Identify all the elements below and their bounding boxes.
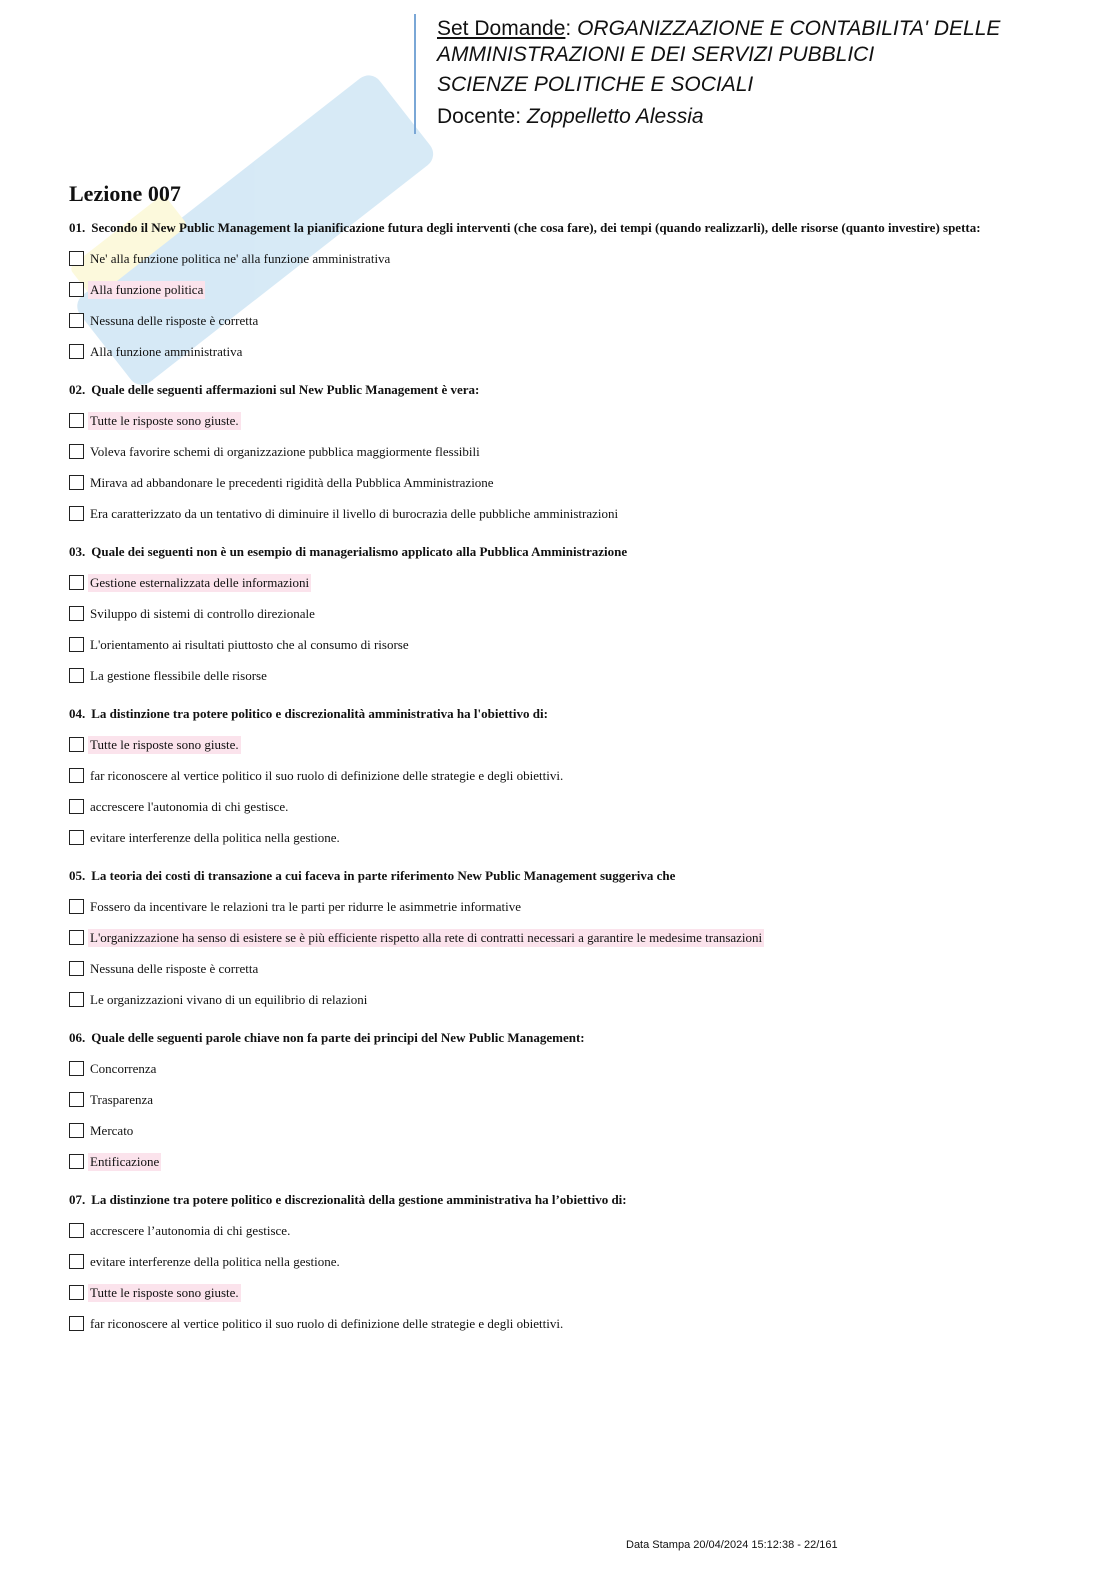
answer-label: Ne' alla funzione politica ne' alla funzione amministrativa — [90, 250, 391, 266]
question-number: 06. — [69, 1030, 86, 1045]
answer-label: evitare interferenze della politica nella gestione. — [90, 1253, 340, 1269]
answer-checkbox[interactable] — [69, 313, 84, 328]
answer-checkbox[interactable] — [69, 1092, 84, 1107]
answer-checkbox[interactable] — [69, 899, 84, 914]
lesson-title: Lezione 007 — [69, 181, 181, 206]
answer-label: far riconoscere al vertice politico il suo ruolo di definizione delle strategie e degli obiettivi. — [90, 1315, 564, 1331]
question-prompt: Quale delle seguenti affermazioni sul New Public Management è vera: — [91, 382, 480, 397]
question-text — [69, 868, 1029, 883]
question-block — [69, 1030, 1029, 1177]
answer-label: accrescere l'autonomia di chi gestisce. — [90, 798, 289, 814]
answer-option[interactable] — [69, 1084, 1029, 1115]
answer-option[interactable] — [69, 305, 1029, 336]
answer-label: Nessuna delle risposte è corretta — [90, 312, 259, 328]
answer-checkbox[interactable] — [69, 575, 84, 590]
answer-option[interactable] — [69, 243, 1029, 274]
question-block — [69, 220, 1029, 367]
answer-checkbox[interactable] — [69, 1123, 84, 1138]
answer-option-correct[interactable] — [69, 274, 1029, 305]
answer-label: L'orientamento ai risultati piuttosto che al consumo di risorse — [90, 636, 409, 652]
answer-option-correct[interactable] — [69, 729, 1029, 760]
question-prompt: La distinzione tra potere politico e discrezionalità amministrativa ha l'obiettivo di: — [91, 706, 548, 721]
answer-checkbox[interactable] — [69, 1285, 84, 1300]
answer-option[interactable] — [69, 436, 1029, 467]
answer-option[interactable] — [69, 1215, 1029, 1246]
answer-checkbox[interactable] — [69, 444, 84, 459]
question-block — [69, 868, 1029, 1015]
answer-label: Sviluppo di sistemi di controllo direzionale — [90, 605, 315, 621]
course-title-line2: AMMINISTRAZIONI E DEI SERVIZI PUBBLICI — [437, 43, 875, 66]
question-number: 05. — [69, 868, 86, 883]
answer-checkbox[interactable] — [69, 251, 84, 266]
answer-option[interactable] — [69, 629, 1029, 660]
answer-option[interactable] — [69, 598, 1029, 629]
answer-checkbox[interactable] — [69, 1316, 84, 1331]
answer-label: Trasparenza — [90, 1091, 154, 1107]
answer-label: evitare interferenze della politica nella gestione. — [90, 829, 340, 845]
answer-label: Tutte le risposte sono giuste. — [90, 736, 239, 752]
answer-checkbox[interactable] — [69, 1254, 84, 1269]
answer-option[interactable] — [69, 891, 1029, 922]
answer-label: Voleva favorire schemi di organizzazione pubblica maggiormente flessibili — [90, 443, 480, 459]
question-number: 01. — [69, 220, 86, 235]
answer-option-correct[interactable] — [69, 405, 1029, 436]
answer-checkbox[interactable] — [69, 506, 84, 521]
answer-label: Mercato — [90, 1122, 134, 1138]
answer-option[interactable] — [69, 984, 1029, 1015]
answer-label: Alla funzione politica — [90, 281, 204, 297]
question-list — [69, 220, 1029, 1354]
teacher-label: Docente: — [437, 105, 522, 128]
answer-option[interactable] — [69, 791, 1029, 822]
answer-option[interactable] — [69, 760, 1029, 791]
document-header: Set Domande: ORGANIZZAZIONE E CONTABILITA' DELLE AMMINISTRAZIONI E DEI SERVIZI PUBBLICI SCIENZE POLITICHE E SOCIALI Docente: Zoppelletto Alessia — [437, 16, 1097, 130]
question-text — [69, 1192, 1029, 1207]
answer-checkbox[interactable] — [69, 1154, 84, 1169]
answer-checkbox[interactable] — [69, 737, 84, 752]
question-prompt: Quale delle seguenti parole chiave non fa parte dei principi del New Public Management: — [91, 1030, 585, 1045]
answer-checkbox[interactable] — [69, 282, 84, 297]
teacher-name: Zoppelletto Alessia — [526, 105, 704, 128]
question-number: 07. — [69, 1192, 86, 1207]
answer-checkbox[interactable] — [69, 961, 84, 976]
print-footer: Data Stampa 20/04/2024 15:12:38 - 22/161 — [626, 1539, 838, 1551]
answer-option-correct[interactable] — [69, 1277, 1029, 1308]
answer-label: Nessuna delle risposte è corretta — [90, 960, 259, 976]
question-prompt: Quale dei seguenti non è un esempio di managerialismo applicato alla Pubblica Amministrazione — [91, 544, 628, 559]
answer-checkbox[interactable] — [69, 1061, 84, 1076]
answer-checkbox[interactable] — [69, 637, 84, 652]
answer-label: L'organizzazione ha senso di esistere se è più efficiente rispetto alla rete di contratti necessari a garantire le medesime transazioni — [90, 929, 763, 945]
question-text — [69, 544, 1029, 559]
answer-option[interactable] — [69, 660, 1029, 691]
answer-checkbox[interactable] — [69, 992, 84, 1007]
answer-checkbox[interactable] — [69, 1223, 84, 1238]
question-block — [69, 544, 1029, 691]
question-prompt: La distinzione tra potere politico e discrezionalità della gestione amministrativa ha l’obiettivo di: — [91, 1192, 627, 1207]
question-text — [69, 382, 1029, 397]
faculty-name: SCIENZE POLITICHE E SOCIALI — [437, 73, 754, 96]
answer-option[interactable] — [69, 467, 1029, 498]
answer-label: Concorrenza — [90, 1060, 157, 1076]
answer-option[interactable] — [69, 1308, 1029, 1339]
answer-checkbox[interactable] — [69, 668, 84, 683]
answer-label: far riconoscere al vertice politico il suo ruolo di definizione delle strategie e degli obiettivi. — [90, 767, 564, 783]
answer-option[interactable] — [69, 336, 1029, 367]
question-number: 04. — [69, 706, 86, 721]
answer-option[interactable] — [69, 1246, 1029, 1277]
question-number: 02. — [69, 382, 86, 397]
answer-label: Era caratterizzato da un tentativo di diminuire il livello di burocrazia delle pubbliche amministrazioni — [90, 505, 619, 521]
header-divider — [414, 14, 416, 134]
answer-label: accrescere l’autonomia di chi gestisce. — [90, 1222, 291, 1238]
answer-label: Mirava ad abbandonare le precedenti rigidità della Pubblica Amministrazione — [90, 474, 494, 490]
answer-option[interactable] — [69, 1053, 1029, 1084]
answer-checkbox[interactable] — [69, 475, 84, 490]
answer-label: Tutte le risposte sono giuste. — [90, 412, 239, 428]
question-text — [69, 1030, 1029, 1045]
answer-option[interactable] — [69, 953, 1029, 984]
answer-checkbox[interactable] — [69, 768, 84, 783]
answer-label: Tutte le risposte sono giuste. — [90, 1284, 239, 1300]
answer-label: Alla funzione amministrativa — [90, 343, 243, 359]
answer-checkbox[interactable] — [69, 799, 84, 814]
answer-option[interactable] — [69, 498, 1029, 529]
question-block — [69, 1192, 1029, 1339]
answer-checkbox[interactable] — [69, 930, 84, 945]
question-block — [69, 382, 1029, 529]
question-prompt: Secondo il New Public Management la pianificazione futura degli interventi (che cosa fare), dei tempi (quando realizzarli), delle risorse (quanto investire) spetta: — [91, 220, 981, 235]
answer-option[interactable] — [69, 1115, 1029, 1146]
question-text — [69, 220, 1029, 235]
answer-option-correct[interactable] — [69, 922, 1029, 953]
question-text — [69, 706, 1029, 721]
answer-checkbox[interactable] — [69, 413, 84, 428]
answer-label: Gestione esternalizzata delle informazioni — [90, 574, 310, 590]
answer-label: Fossero da incentivare le relazioni tra le parti per ridurre le asimmetrie informative — [90, 898, 521, 914]
answer-checkbox[interactable] — [69, 830, 84, 845]
question-prompt: La teoria dei costi di transazione a cui faceva in parte riferimento New Public Management suggeriva che — [91, 868, 676, 883]
answer-option-correct[interactable] — [69, 567, 1029, 598]
answer-label: La gestione flessibile delle risorse — [90, 667, 267, 683]
course-title-line1: ORGANIZZAZIONE E CONTABILITA' DELLE — [577, 17, 1001, 40]
question-block — [69, 706, 1029, 853]
answer-option-correct[interactable] — [69, 1146, 1029, 1177]
answer-label: Entificazione — [90, 1153, 160, 1169]
answer-checkbox[interactable] — [69, 606, 84, 621]
set-label: Set Domande — [437, 17, 566, 40]
answer-option[interactable] — [69, 822, 1029, 853]
question-number: 03. — [69, 544, 86, 559]
answer-checkbox[interactable] — [69, 344, 84, 359]
answer-label: Le organizzazioni vivano di un equilibrio di relazioni — [90, 991, 368, 1007]
